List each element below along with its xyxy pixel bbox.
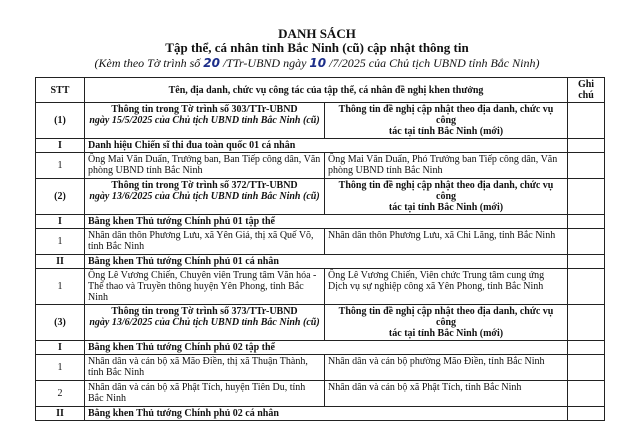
handwritten-day: 10 — [309, 56, 327, 70]
section-heading: Bằng khen Thủ tướng Chính phủ 02 tập thể — [85, 341, 568, 355]
table-row — [36, 153, 605, 179]
row-stt: I — [36, 215, 85, 229]
note-cell — [568, 381, 605, 407]
section-heading: Bằng khen Thủ tướng Chính phủ 01 tập thể — [85, 215, 568, 229]
row-stt: 1 — [36, 153, 85, 179]
table-row — [36, 269, 605, 305]
new-info-cell: Nhân dân và cán bộ xã Phật Tích, tỉnh Bắc Ninh — [325, 381, 568, 407]
old-info-cell: Nhân dân và cán bộ xã Mão Điền, thị xã Thuận Thành, tỉnh Bắc Ninh — [85, 355, 325, 381]
old-info-line-2: ngày 15/5/2025 của Chủ tịch UBND tỉnh Bắc Ninh (cũ) — [89, 115, 320, 126]
note-cell — [568, 305, 605, 341]
row-stt: 2 — [36, 381, 85, 407]
new-info-line-2: tác tại tỉnh Bắc Ninh (mới) — [388, 202, 504, 213]
row-stt: I — [36, 139, 85, 153]
old-info-cell — [85, 305, 325, 341]
note-cell — [568, 355, 605, 381]
table-header-row — [36, 78, 605, 103]
old-info-cell: Nhân dân thôn Phương Lưu, xã Yên Giả, thị xã Quế Võ, tỉnh Bắc Ninh — [85, 229, 325, 255]
old-info-line-1: Thông tin trong Tờ trình số 372/TTr-UBND — [111, 180, 298, 191]
row-stt: I — [36, 341, 85, 355]
col-header-stt: STT — [36, 78, 85, 103]
note-text-3: /7/2025 của Chủ tịch UBND tỉnh Bắc Ninh) — [326, 56, 540, 70]
table-row — [36, 255, 605, 269]
note-cell — [568, 179, 605, 215]
table-row — [36, 229, 605, 255]
old-info-line-1: Thông tin trong Tờ trình số 303/TTr-UBND — [111, 104, 298, 115]
row-stt: (3) — [36, 305, 85, 341]
row-stt: (2) — [36, 179, 85, 215]
row-stt: II — [36, 255, 85, 269]
note-cell — [568, 153, 605, 179]
note-text-2: /TTr-UBND ngày — [219, 56, 310, 70]
new-info-cell — [325, 179, 568, 215]
table-row — [36, 179, 605, 215]
handwritten-number: 20 — [203, 56, 220, 70]
table-row — [36, 381, 605, 407]
document-subtitle: Tập thể, cá nhân tỉnh Bắc Ninh (cũ) cập nhật thông tin — [165, 40, 469, 55]
new-info-cell: Ông Lê Vương Chiến, Viên chức Trung tâm cung ứng Dịch vụ sự nghiệp công xã Yên Phong, tỉnh Bắc Ninh — [325, 269, 568, 305]
note-text-1: (Kèm theo Tờ trình số — [94, 56, 204, 70]
note-cell — [568, 139, 605, 153]
new-info-cell: Nhân dân và cán bộ phường Mão Điền, tỉnh Bắc Ninh — [325, 355, 568, 381]
table-row — [36, 305, 605, 341]
old-info-line-2: ngày 13/6/2025 của Chủ tịch UBND tỉnh Bắc Ninh (cũ) — [89, 191, 320, 202]
new-info-cell: Ông Mai Văn Duẩn, Phó Trưởng ban Tiếp công dân, Văn phòng UBND tỉnh Bắc Ninh — [325, 153, 568, 179]
row-stt: 1 — [36, 355, 85, 381]
old-info-line-1: Thông tin trong Tờ trình số 373/TTr-UBND — [111, 306, 298, 317]
table-row — [36, 139, 605, 153]
note-cell — [568, 269, 605, 305]
document-reference-note — [0, 56, 634, 70]
old-info-line-2: ngày 13/6/2025 của Chủ tịch UBND tỉnh Bắc Ninh (cũ) — [89, 317, 320, 328]
new-info-cell — [325, 103, 568, 139]
row-stt: II — [36, 407, 85, 421]
table-row — [36, 355, 605, 381]
table-row — [36, 103, 605, 139]
col-header-content: Tên, địa danh, chức vụ công tác của tập thể, cá nhân đề nghị khen thưởng — [85, 78, 568, 103]
row-stt: 1 — [36, 229, 85, 255]
row-stt: 1 — [36, 269, 85, 305]
table-row — [36, 407, 605, 421]
note-cell — [568, 103, 605, 139]
new-info-line-1: Thông tin đề nghị cập nhật theo địa danh, chức vụ công — [338, 104, 554, 126]
table-row — [36, 341, 605, 355]
new-info-cell — [325, 305, 568, 341]
note-cell — [568, 407, 605, 421]
new-info-line-1: Thông tin đề nghị cập nhật theo địa danh, chức vụ công — [338, 180, 554, 202]
note-cell — [568, 255, 605, 269]
commendation-table — [35, 77, 605, 421]
note-cell — [568, 341, 605, 355]
note-cell — [568, 215, 605, 229]
new-info-line-1: Thông tin đề nghị cập nhật theo địa danh, chức vụ công — [338, 306, 554, 328]
old-info-cell: Nhân dân và cán bộ xã Phật Tích, huyện Tiên Du, tỉnh Bắc Ninh — [85, 381, 325, 407]
old-info-cell — [85, 179, 325, 215]
table-row — [36, 215, 605, 229]
row-stt: (1) — [36, 103, 85, 139]
old-info-cell — [85, 103, 325, 139]
new-info-line-2: tác tại tỉnh Bắc Ninh (mới) — [388, 126, 504, 137]
new-info-line-2: tác tại tỉnh Bắc Ninh (mới) — [388, 328, 504, 339]
section-heading: Danh hiệu Chiến sĩ thi đua toàn quốc 01 cá nhân — [85, 139, 568, 153]
document-title: DANH SÁCH — [278, 26, 356, 41]
section-heading: Bằng khen Thủ tướng Chính phủ 01 cá nhân — [85, 255, 568, 269]
old-info-cell: Ông Mai Văn Duẩn, Trưởng ban, Ban Tiếp công dân, Văn phòng UBND tỉnh Bắc Ninh — [85, 153, 325, 179]
section-heading: Bằng khen Thủ tướng Chính phủ 02 cá nhân — [85, 407, 568, 421]
note-cell — [568, 229, 605, 255]
new-info-cell: Nhân dân thôn Phương Lưu, xã Chi Lăng, tỉnh Bắc Ninh — [325, 229, 568, 255]
col-header-note: Ghi chú — [568, 78, 605, 103]
old-info-cell: Ông Lê Vương Chiến, Chuyên viên Trung tâm Văn hóa - Thể thao và Truyền thông huyện Yên Phong, tỉnh Bắc Ninh — [85, 269, 325, 305]
